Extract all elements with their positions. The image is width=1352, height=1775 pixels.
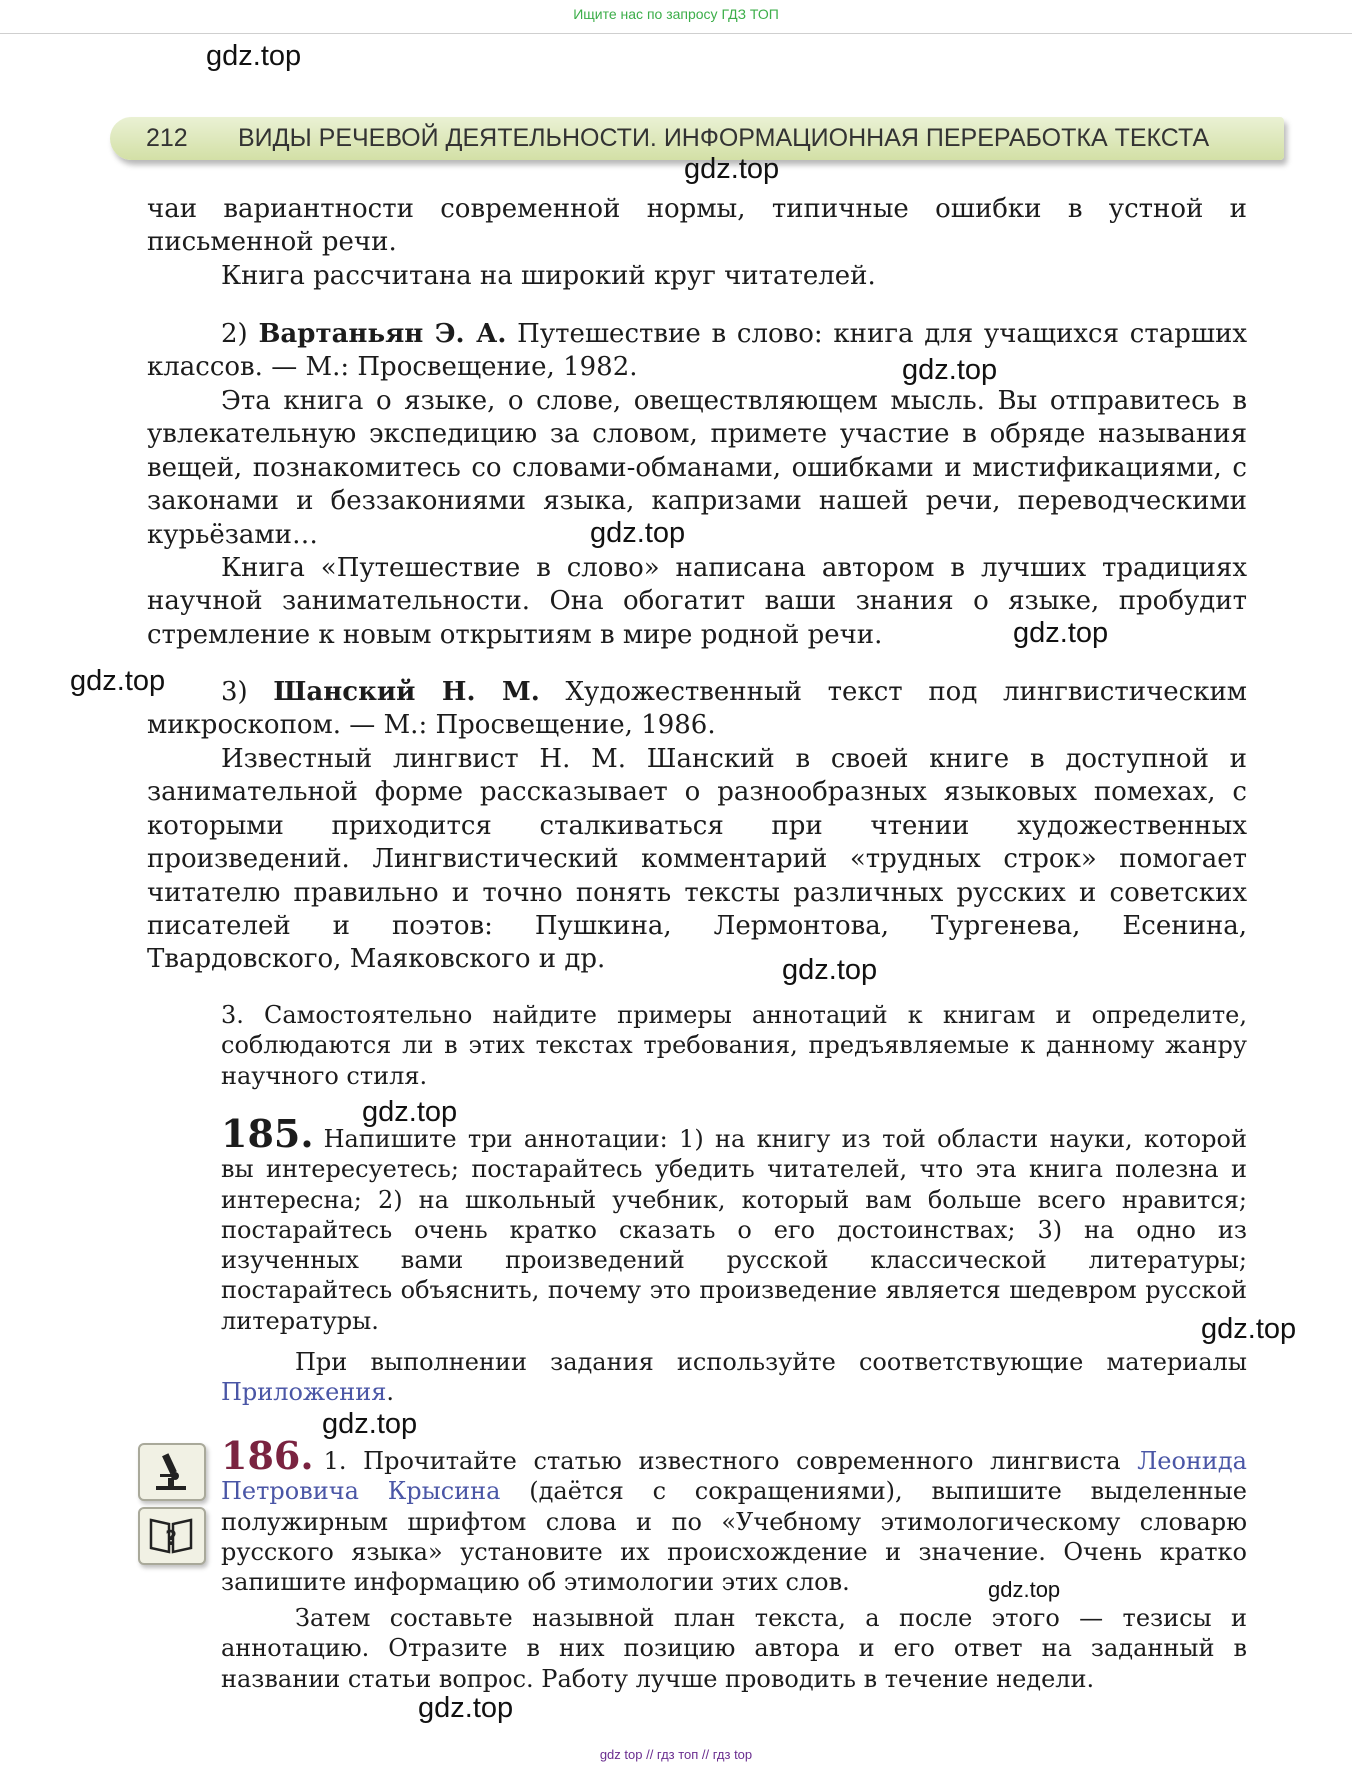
exercise-185-number: 185. (221, 1111, 314, 1156)
exercise-186-intro: 1. Прочитайте статью известного современного лингвиста (323, 1447, 1121, 1475)
exercise-185-note-text: При выполнении задания используйте соответствующие материалы (295, 1348, 1247, 1376)
entry-2-num: 2) (221, 319, 248, 349)
exercise-185-note (221, 1347, 1247, 1408)
dictionary-icon (138, 1507, 206, 1565)
watermark: gdz.top (684, 153, 780, 185)
entry-2-review: Книга «Путешествие в слово» написана автором в лучших традициях научной занимательности. Она обогатит ваши знания о языке, пробудит стремление к новым открытиям в мире родной речи. (147, 553, 1247, 650)
watermark: gdz.top (988, 1577, 1061, 1602)
exercise-185-note-end: . (386, 1378, 395, 1407)
watermark: gdz.top (902, 354, 998, 386)
watermark: gdz.top (322, 1408, 418, 1440)
entry-2-description: Эта книга о языке, о слове, овеществляющем мысль. Вы отправитесь в увлекательную экспедицию за словом, примете участие в обряде называния вещей, познакомитесь со словами-обманами, ошибками и мистификациями, с законами и беззакониями языка, капризами нашей речи, переводческими курьёзами… (147, 386, 1247, 550)
page-number: 212 (146, 124, 188, 152)
exercise-186 (221, 1433, 1247, 1597)
author-link[interactable]: Леонида Петровича Крысина (221, 1447, 1247, 1506)
exercise-186-text: (даётся с сокращениями), выпишите выделенные полужирным шрифтом слова и по «Учебному этимологическому словарю русского языка» установите их происхождение и значение. Очень кратко запишите информацию об этимологии этих слов. (221, 1477, 1247, 1597)
entry-3-ref: Художественный текст под лингвистическим микроскопом. — М.: Просвещение, 1986. (147, 677, 1248, 741)
entry-3-reference (147, 676, 1247, 743)
microscope-icon (138, 1443, 206, 1501)
watermark: gdz.top (418, 1692, 514, 1724)
page-title: ВИДЫ РЕЧЕВОЙ ДЕЯТЕЛЬНОСТИ. ИНФОРМАЦИОННАЯ ПЕРЕРАБОТКА ТЕКСТА (238, 124, 1210, 152)
appendix-link[interactable]: Приложения (221, 1378, 387, 1407)
watermark: gdz.top (1013, 617, 1109, 649)
entry-3-author: Шанский Н. М. (273, 677, 540, 707)
top-banner (0, 0, 1352, 34)
entry-2-author: Вартаньян Э. А. (258, 319, 507, 349)
intro-continued: чаи вариантности современной нормы, типичные ошибки в устной и письменной речи. (147, 194, 1247, 258)
watermark: gdz.top (70, 665, 166, 697)
entry-3-num: 3) (221, 677, 248, 707)
watermark: gdz.top (782, 954, 878, 986)
task-3: 3. Самостоятельно найдите примеры аннотаций к книгам и определите, соблюдаются ли в этих текстах требования, предъявляемые к данному жанру научного стиля. (221, 1001, 1247, 1090)
entry-2-ref: Путешествие в слово: книга для учащихся старших классов. — М.: Просвещение, 1982. (147, 319, 1248, 383)
svg-text:?: ? (165, 1526, 177, 1550)
entry-2-reference (147, 318, 1247, 385)
watermark: gdz.top (362, 1096, 458, 1128)
watermark: gdz.top (590, 517, 686, 549)
intro-audience: Книга рассчитана на широкий круг читателей. (221, 261, 876, 291)
top-banner-text: Ищите нас по запросу ГДЗ ТОП (573, 6, 779, 22)
bottom-banner: gdz top // гдз топ // гдз top (599, 1747, 753, 1762)
watermark: gdz.top (206, 40, 302, 72)
entry-3-description: Известный лингвист Н. М. Шанский в своей книге в доступной и занимательной форме рассказывает о разнообразных языковых помехах, с которыми приходится сталкиваться при чтении художественных произведений. Лингвистический комментарий «трудных строк» помогает читателю правильно и точно понять тексты различных русских и советских писателей и поэтов: Пушкина, Лермонтова, Тургенева, Есенина, Твардовского, Маяковского и др. (147, 744, 1247, 975)
exercise-185-text: Напишите три аннотации: 1) на книгу из той области науки, которой вы интересуетесь; постарайтесь убедить читателей, что эта книга полезна и интересна; 2) на школьный учебник, который вам больше всего нравится; постарайтесь очень кратко сказать о его достоинствах; 3) на одно из изученных вами произведений русской классической литературы; постарайтесь объяснить, почему это произведение является шедевром русской литературы. (221, 1125, 1247, 1335)
exercise-186-number: 186. (221, 1433, 314, 1478)
watermark: gdz.top (1201, 1313, 1297, 1345)
exercise-186-part-2: Затем составьте назывной план текста, а после этого — тезисы и аннотацию. Отразите в них позицию автора и его ответ на заданный в названии статьи вопрос. Работу лучше проводить в течение недели. (221, 1604, 1247, 1693)
